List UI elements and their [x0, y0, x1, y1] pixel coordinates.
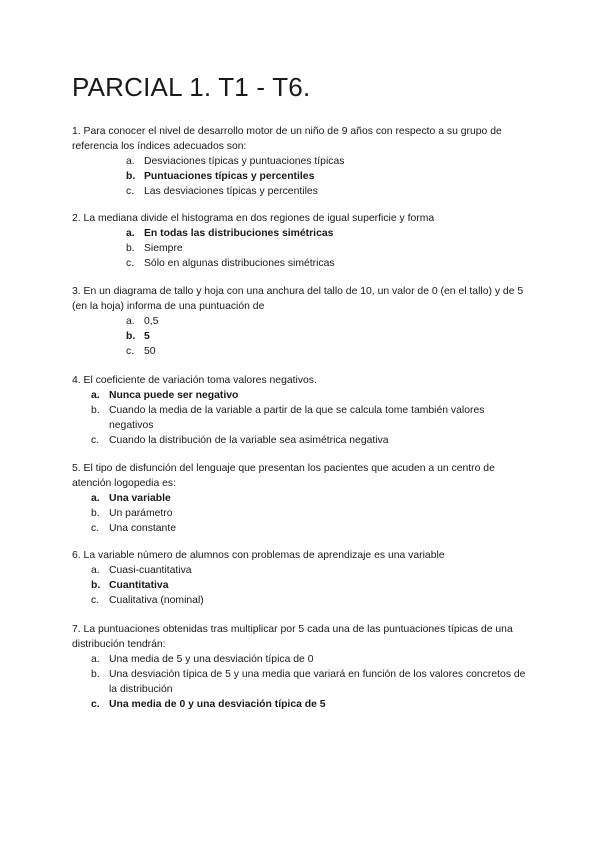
answer-option: [72, 314, 530, 329]
question-2: [72, 211, 530, 271]
option-text: 50: [144, 346, 156, 357]
option-letter: a.: [126, 228, 135, 239]
answer-options: [72, 314, 530, 359]
option-letter: c.: [91, 435, 100, 446]
answer-option: [72, 563, 530, 578]
question-6: [72, 548, 530, 608]
option-letter: c.: [91, 523, 100, 534]
answer-option: [72, 241, 530, 256]
question-4: [72, 373, 530, 448]
answer-option: [72, 256, 530, 271]
option-letter: a.: [126, 316, 135, 327]
option-text: Cuasi-cuantitativa: [109, 565, 192, 576]
answer-option-correct: [72, 388, 530, 403]
answer-options: [72, 154, 530, 199]
answer-option: [72, 652, 530, 667]
option-text: Una desviación típica de 5 y una media que variará en función de los valores concretos de la distribución: [109, 669, 526, 695]
page-title: PARCIAL 1. T1 - T6.: [72, 72, 311, 102]
option-text: Puntuaciones típicas y percentiles: [144, 171, 315, 182]
answer-option-correct: [72, 226, 530, 241]
question-stem: 1. Para conocer el nivel de desarrollo motor de un niño de 9 años con respecto a su grupo de referencia los índices adecuados son:: [72, 126, 502, 152]
question-5: [72, 461, 530, 536]
option-letter: c.: [126, 258, 135, 269]
answer-options: [72, 652, 530, 712]
answer-options: [72, 491, 530, 536]
answer-option-correct: [72, 169, 530, 184]
question-stem: 6. La variable número de alumnos con problemas de aprendizaje es una variable: [72, 550, 445, 561]
option-letter: a.: [126, 156, 135, 167]
option-letter: a.: [91, 390, 100, 401]
answer-options: [72, 563, 530, 608]
option-letter: c.: [126, 186, 135, 197]
answer-option-correct: [72, 697, 530, 712]
answer-option: [72, 433, 530, 448]
option-letter: b.: [126, 243, 135, 254]
answer-option: [72, 521, 530, 536]
question-7: [72, 622, 530, 712]
option-text: En todas las distribuciones simétricas: [144, 228, 334, 239]
question-3: [72, 284, 530, 359]
answer-options: [72, 226, 530, 271]
option-text: Un parámetro: [109, 508, 173, 519]
question-stem: 4. El coeficiente de variación toma valores negativos.: [72, 375, 317, 386]
option-text: 0,5: [144, 316, 159, 327]
option-letter: c.: [91, 595, 100, 606]
option-text: Desviaciones típicas y puntuaciones típicas: [144, 156, 345, 167]
option-letter: b.: [91, 508, 100, 519]
option-letter: a.: [91, 493, 100, 504]
answer-option-correct: [72, 578, 530, 593]
question-stem: 7. La puntuaciones obtenidas tras multiplicar por 5 cada una de las puntuaciones típicas de una distribución tendrán:: [72, 624, 513, 650]
answer-option: [72, 667, 530, 697]
option-text: Cuando la media de la variable a partir de la que se calcula tome también valores negativos: [109, 405, 485, 431]
answer-option: [72, 154, 530, 169]
option-letter: a.: [91, 565, 100, 576]
option-text: 5: [144, 331, 150, 342]
question-stem: 3. En un diagrama de tallo y hoja con una anchura del tallo de 10, un valor de 0 (en el tallo) y de 5 (en la hoja) informa de una puntuación de: [72, 286, 524, 312]
option-text: Una media de 0 y una desviación típica de 5: [109, 699, 326, 710]
option-letter: b.: [91, 580, 101, 591]
answer-option: [72, 593, 530, 608]
option-text: Sólo en algunas distribuciones simétricas: [144, 258, 335, 269]
question-stem: 5. El tipo de disfunción del lenguaje que presentan los pacientes que acuden a un centro de atención logopedia es:: [72, 463, 495, 489]
answer-option-correct: [72, 491, 530, 506]
option-letter: b.: [126, 171, 136, 182]
answer-options: [72, 388, 530, 448]
answer-option: [72, 506, 530, 521]
option-text: Las desviaciones típicas y percentiles: [144, 186, 318, 197]
option-letter: b.: [91, 669, 100, 680]
option-letter: c.: [91, 699, 100, 710]
option-letter: b.: [91, 405, 100, 416]
option-text: Nunca puede ser negativo: [109, 390, 239, 401]
option-text: Cuando la distribución de la variable sea asimétrica negativa: [109, 435, 389, 446]
option-letter: a.: [91, 654, 100, 665]
option-text: Una constante: [109, 523, 177, 534]
question-1: [72, 124, 530, 199]
option-text: Cualitativa (nominal): [109, 595, 204, 606]
question-stem: 2. La mediana divide el histograma en dos regiones de igual superficie y forma: [72, 213, 435, 224]
option-text: Cuantitativa: [109, 580, 169, 591]
answer-option-correct: [72, 329, 530, 344]
answer-option: [72, 344, 530, 359]
option-letter: c.: [126, 346, 135, 357]
answer-option: [72, 403, 530, 433]
option-text: Una media de 5 y una desviación típica de 0: [109, 654, 314, 665]
option-text: Una variable: [109, 493, 171, 504]
answer-option: [72, 184, 530, 199]
option-text: Siempre: [144, 243, 183, 254]
option-letter: b.: [126, 331, 136, 342]
